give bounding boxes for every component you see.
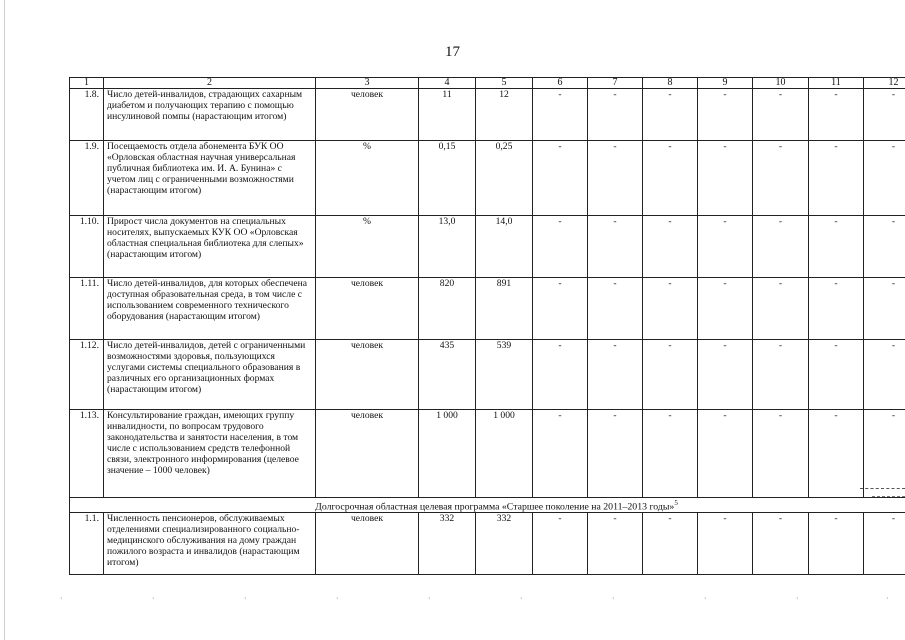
value-dash: -: [864, 89, 905, 141]
row-number: 1.10.: [70, 216, 104, 278]
scan-dot: ·: [612, 594, 615, 603]
value-dash: -: [643, 410, 698, 498]
table-row: [70, 89, 905, 141]
value-col-5: 1 000: [476, 410, 533, 498]
page-number: 17: [445, 44, 460, 60]
value-dash: -: [864, 340, 905, 410]
row-number: 1.9.: [70, 141, 104, 216]
col-header: 4: [419, 78, 476, 89]
value-dash: -: [588, 89, 643, 141]
row-number: 1.1.: [70, 513, 104, 575]
value-dash: -: [643, 216, 698, 278]
section-title-cell: [70, 498, 905, 513]
col-header: 11: [809, 78, 864, 89]
unit-of-measure: человек: [316, 278, 419, 340]
value-dash: -: [753, 141, 809, 216]
scan-dot: ·: [796, 594, 799, 603]
value-col-4: 435: [419, 340, 476, 410]
scan-dot: ·: [152, 594, 155, 603]
col-header: 1: [70, 78, 104, 89]
value-dash: -: [588, 141, 643, 216]
value-col-4: 820: [419, 278, 476, 340]
value-dash: -: [588, 410, 643, 498]
value-col-4: 1 000: [419, 410, 476, 498]
value-dash: -: [533, 89, 588, 141]
value-dash: -: [698, 89, 753, 141]
value-dash: -: [643, 340, 698, 410]
col-header: 9: [698, 78, 753, 89]
value-dash: -: [698, 141, 753, 216]
value-col-4: 11: [419, 89, 476, 141]
table-row: [70, 141, 905, 216]
value-dash: -: [698, 513, 753, 575]
unit-of-measure: %: [316, 216, 419, 278]
scan-dot: ·: [704, 594, 707, 603]
value-dash: -: [753, 278, 809, 340]
row-number: 1.13.: [70, 410, 104, 498]
scan-dots: [60, 594, 900, 603]
value-dash: -: [588, 278, 643, 340]
indicator-name: Численность пенсионеров, обслуживаемых отделениями специализированного социально-медицинского обслуживания на дому граждан пожилого возраста и инвалидов (нарастающим итогом): [104, 513, 316, 575]
value-dash: -: [588, 513, 643, 575]
value-dash: -: [864, 216, 905, 278]
value-dash: -: [643, 89, 698, 141]
value-dash: -: [698, 278, 753, 340]
value-dash: -: [533, 410, 588, 498]
value-dash: -: [809, 513, 864, 575]
col-header: 8: [643, 78, 698, 89]
value-dash: -: [533, 340, 588, 410]
value-dash: -: [533, 278, 588, 340]
scan-dot: ·: [244, 594, 247, 603]
value-dash: -: [809, 278, 864, 340]
value-col-4: 332: [419, 513, 476, 575]
value-dash: -: [588, 340, 643, 410]
scan-mark: [860, 488, 905, 490]
scan-dot: ·: [520, 594, 523, 603]
value-dash: -: [698, 216, 753, 278]
scan-dot: ·: [428, 594, 431, 603]
value-dash: -: [698, 410, 753, 498]
value-dash: -: [753, 340, 809, 410]
col-header: 6: [533, 78, 588, 89]
value-dash: -: [698, 340, 753, 410]
value-dash: -: [533, 216, 588, 278]
row-number: 1.8.: [70, 89, 104, 141]
value-col-5: 539: [476, 340, 533, 410]
col-header: 3: [316, 78, 419, 89]
col-header: 10: [753, 78, 809, 89]
col-header: 7: [588, 78, 643, 89]
value-dash: -: [533, 513, 588, 575]
unit-of-measure: человек: [316, 340, 419, 410]
value-dash: -: [809, 216, 864, 278]
value-dash: -: [809, 89, 864, 141]
scan-mark: [872, 496, 905, 498]
value-dash: -: [809, 410, 864, 498]
value-dash: -: [588, 216, 643, 278]
value-dash: -: [864, 410, 905, 498]
row-number: 1.12.: [70, 340, 104, 410]
column-number-row: [70, 78, 905, 89]
value-col-5: 12: [476, 89, 533, 141]
indicator-name: Число детей-инвалидов, детей с ограниченными возможностями здоровья, пользующихся услугами системы специального образования в различных его организационных формах (нарастающим итогом): [104, 340, 316, 410]
section-header-row: [70, 498, 905, 513]
unit-of-measure: человек: [316, 89, 419, 141]
table-row: [70, 513, 905, 575]
value-dash: -: [643, 141, 698, 216]
table-row: [70, 340, 905, 410]
indicator-name: Число детей-инвалидов, страдающих сахарным диабетом и получающих терапию с помощью инсулиновой помпы (нарастающим итогом): [104, 89, 316, 141]
value-dash: -: [753, 410, 809, 498]
indicator-name: Число детей-инвалидов, для которых обеспечена доступная образовательная среда, в том числе с использованием современного технического оборудования (нарастающим итогом): [104, 278, 316, 340]
row-number: 1.11.: [70, 278, 104, 340]
value-dash: -: [753, 89, 809, 141]
footnote-marker: 5: [674, 499, 678, 507]
table-row: [70, 278, 905, 340]
value-col-4: 13,0: [419, 216, 476, 278]
value-dash: -: [864, 278, 905, 340]
col-header: 2: [104, 78, 316, 89]
value-col-5: 0,25: [476, 141, 533, 216]
indicator-name: Прирост числа документов на специальных носителях, выпускаемых КУК ОО «Орловская областная специальная библиотека для слепых» (нарастающим итогом): [104, 216, 316, 278]
table-row: [70, 410, 905, 498]
value-dash: -: [643, 278, 698, 340]
value-col-5: 332: [476, 513, 533, 575]
unit-of-measure: человек: [316, 410, 419, 498]
value-col-4: 0,15: [419, 141, 476, 216]
value-col-5: 891: [476, 278, 533, 340]
unit-of-measure: человек: [316, 513, 419, 575]
indicators-table: [69, 77, 905, 575]
value-dash: -: [533, 141, 588, 216]
section-title: Долгосрочная областная целевая программа «Старшее поколение на 2011–2013 годы»: [315, 501, 675, 513]
value-dash: -: [643, 513, 698, 575]
value-dash: -: [809, 340, 864, 410]
indicator-name: Консультирование граждан, имеющих группу инвалидности, по вопросам трудового законодательства и занятости населения, в том числе с использованием средств телефонной связи, электронного информирования (целевое значение – 1000 человек): [104, 410, 316, 498]
col-header: 12: [864, 78, 905, 89]
value-dash: -: [753, 216, 809, 278]
scan-dot: ·: [336, 594, 339, 603]
unit-of-measure: %: [316, 141, 419, 216]
value-dash: -: [809, 141, 864, 216]
value-col-5: 14,0: [476, 216, 533, 278]
col-header: 5: [476, 78, 533, 89]
value-dash: -: [753, 513, 809, 575]
scan-edge-line: [4, 0, 5, 640]
table-row: [70, 216, 905, 278]
value-dash: -: [864, 141, 905, 216]
scan-dot: ·: [886, 594, 889, 603]
indicator-name: Посещаемость отдела абонемента БУК ОО «Орловская областная научная универсальная публичная библиотека им. И. А. Бунина» с учетом лиц с ограниченными возможностями (нарастающим итогом): [104, 141, 316, 216]
value-dash: -: [864, 513, 905, 575]
scan-dot: ·: [60, 594, 63, 603]
